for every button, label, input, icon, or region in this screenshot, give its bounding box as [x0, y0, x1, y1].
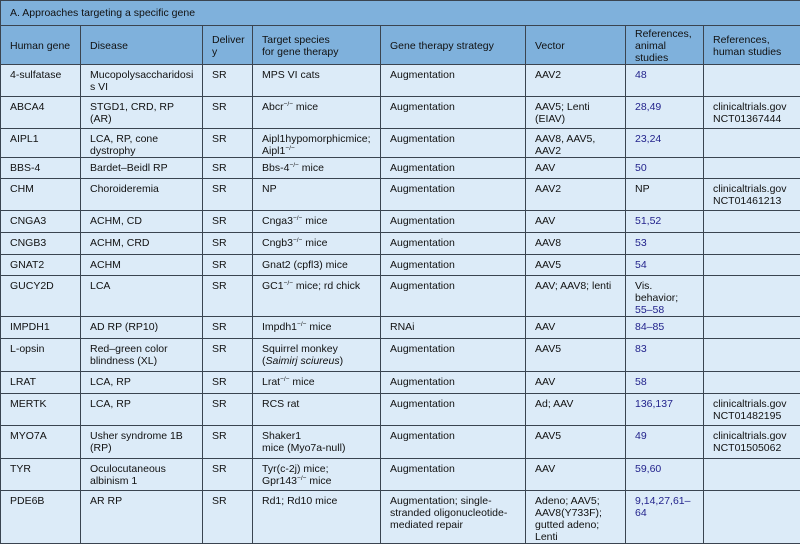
table-row — [1, 339, 800, 372]
gene-cell: L-opsin — [1, 339, 81, 372]
table-row — [1, 372, 800, 394]
strategy-cell: Augmentation — [381, 372, 526, 394]
species-text: Gnat2 (cpfl3) mice — [262, 259, 348, 271]
species-text: mice — [299, 162, 324, 174]
animal-references-cell — [626, 255, 704, 276]
genotype-superscript: −/− — [289, 162, 298, 169]
target-species-cell — [253, 233, 381, 255]
vector-cell: AAV5 — [526, 255, 626, 276]
human-references-cell — [704, 276, 800, 317]
table-row — [1, 233, 800, 255]
disease-cell: ACHM, CD — [81, 211, 203, 233]
vector-cell: AAV2 — [526, 65, 626, 97]
table-row — [1, 426, 800, 459]
target-species-cell — [253, 459, 381, 491]
header-row — [1, 26, 800, 65]
human-references-cell: clinicaltrials.gov NCT01461213 — [704, 179, 800, 211]
genotype-superscript: −/− — [284, 101, 293, 108]
gene-cell: CNGB3 — [1, 233, 81, 255]
delivery-cell: SR — [203, 372, 253, 394]
delivery-cell: SR — [203, 491, 253, 544]
target-species-cell — [253, 372, 381, 394]
vector-cell: AAV5; Lenti (EIAV) — [526, 97, 626, 129]
column-header: Vector — [526, 26, 626, 65]
species-text: Abcr — [262, 101, 284, 113]
disease-cell: AD RP (RP10) — [81, 317, 203, 339]
column-header: Gene therapy strategy — [381, 26, 526, 65]
disease-cell: ACHM — [81, 255, 203, 276]
human-references-cell — [704, 491, 800, 544]
gene-cell: GNAT2 — [1, 255, 81, 276]
strategy-cell: Augmentation — [381, 426, 526, 459]
strategy-cell: Augmentation — [381, 65, 526, 97]
species-text: ) — [340, 355, 344, 367]
strategy-cell: Augmentation — [381, 179, 526, 211]
gene-cell: LRAT — [1, 372, 81, 394]
genotype-superscript: −/− — [293, 237, 302, 244]
target-species-cell — [253, 339, 381, 372]
target-species-cell — [253, 276, 381, 317]
strategy-cell: Augmentation — [381, 255, 526, 276]
table-row — [1, 129, 800, 158]
delivery-cell: SR — [203, 317, 253, 339]
strategy-cell: Augmentation — [381, 97, 526, 129]
table-row — [1, 158, 800, 179]
vector-cell: AAV2 — [526, 179, 626, 211]
gene-cell: ABCA4 — [1, 97, 81, 129]
reference-link[interactable]: 53 — [635, 237, 647, 249]
species-text: Lrat — [262, 376, 280, 388]
target-species-cell — [253, 97, 381, 129]
disease-cell: LCA, RP — [81, 394, 203, 426]
reference-note: Vis. behavior; — [635, 280, 678, 304]
strategy-cell: Augmentation — [381, 211, 526, 233]
human-references-cell: clinicaltrials.gov NCT01367444 — [704, 97, 800, 129]
species-text: mice — [302, 237, 327, 249]
disease-cell: Bardet–Beidl RP — [81, 158, 203, 179]
target-species-cell — [253, 491, 381, 544]
gene-cell: TYR — [1, 459, 81, 491]
genotype-superscript: −/− — [280, 376, 289, 383]
vector-cell: AAV5 — [526, 426, 626, 459]
target-species-cell — [253, 129, 381, 158]
table-row — [1, 97, 800, 129]
disease-cell: ACHM, CRD — [81, 233, 203, 255]
table-title: A. Approaches targeting a specific gene — [1, 1, 800, 26]
column-header: Delivery — [203, 26, 253, 65]
delivery-cell: SR — [203, 394, 253, 426]
species-text: mice — [290, 376, 315, 388]
vector-cell: AAV — [526, 317, 626, 339]
species-text: mice — [293, 101, 318, 113]
reference-link[interactable]: 55–58 — [635, 304, 664, 316]
animal-references-cell — [626, 372, 704, 394]
animal-references-cell — [626, 426, 704, 459]
target-species-cell — [253, 211, 381, 233]
vector-cell: AAV — [526, 158, 626, 179]
target-species-cell — [253, 426, 381, 459]
species-text: NP — [262, 183, 277, 195]
species-text: mice; rd chick — [293, 280, 360, 292]
delivery-cell: SR — [203, 158, 253, 179]
human-references-cell — [704, 372, 800, 394]
disease-cell: LCA, RP — [81, 372, 203, 394]
animal-references-cell — [626, 129, 704, 158]
reference-link[interactable]: 136,137 — [635, 398, 673, 410]
column-header: Human gene — [1, 26, 81, 65]
strategy-cell: Augmentation; single-stranded oligonucleotide-mediated repair — [381, 491, 526, 544]
delivery-cell: SR — [203, 211, 253, 233]
vector-cell: AAV — [526, 372, 626, 394]
disease-cell: LCA — [81, 276, 203, 317]
species-text: Aipl1hypomorphicmice;Aipl1 — [262, 133, 371, 157]
vector-cell: AAV; AAV8; lenti — [526, 276, 626, 317]
human-references-cell — [704, 233, 800, 255]
table-row — [1, 394, 800, 426]
vector-cell: AAV8, AAV5, AAV2 — [526, 129, 626, 158]
species-text: Impdh1 — [262, 321, 297, 333]
table-row — [1, 211, 800, 233]
human-references-cell — [704, 158, 800, 179]
animal-references-cell — [626, 491, 704, 544]
reference-link[interactable]: 23,24 — [635, 133, 661, 145]
table-row — [1, 317, 800, 339]
disease-cell: LCA, RP, cone dystrophy — [81, 129, 203, 158]
disease-cell: Choroideremia — [81, 179, 203, 211]
table-row — [1, 65, 800, 97]
species-text: mice — [306, 475, 331, 487]
delivery-cell: SR — [203, 97, 253, 129]
vector-cell: AAV8 — [526, 233, 626, 255]
reference-link[interactable]: 54 — [635, 259, 647, 271]
target-species-cell — [253, 65, 381, 97]
animal-references-cell — [626, 459, 704, 491]
vector-cell: AAV — [526, 211, 626, 233]
genotype-superscript: −/− — [285, 145, 294, 152]
column-header: References, human studies — [704, 26, 800, 65]
delivery-cell: SR — [203, 339, 253, 372]
animal-references-cell — [626, 158, 704, 179]
animal-references-cell — [626, 233, 704, 255]
species-text: Cngb3 — [262, 237, 293, 249]
species-text: Squirrel monkey ( — [262, 343, 338, 367]
vector-cell: Adeno; AAV5; AAV8(Y733F); gutted adeno; Lenti — [526, 491, 626, 544]
gene-cell: AIPL1 — [1, 129, 81, 158]
reference-link[interactable]: 51,52 — [635, 215, 661, 227]
gene-cell: IMPDH1 — [1, 317, 81, 339]
target-species-cell — [253, 317, 381, 339]
vector-cell: AAV5 — [526, 339, 626, 372]
human-references-cell — [704, 129, 800, 158]
species-text: mice — [306, 321, 331, 333]
gene-cell: CHM — [1, 179, 81, 211]
species-text: Rd1; Rd10 mice — [262, 495, 337, 507]
target-species-cell — [253, 158, 381, 179]
species-text: Saimirj sciureus — [266, 355, 340, 367]
column-header: Target species for gene therapy — [253, 26, 381, 65]
human-references-cell — [704, 65, 800, 97]
human-references-cell — [704, 339, 800, 372]
genotype-superscript: −/− — [297, 475, 306, 482]
disease-cell: Mucopolysaccharidosis VI — [81, 65, 203, 97]
reference-link[interactable]: 59,60 — [635, 463, 661, 475]
target-species-cell — [253, 255, 381, 276]
genotype-superscript: −/− — [297, 321, 306, 328]
reference-link[interactable]: 28,49 — [635, 101, 661, 113]
species-text: RCS rat — [262, 398, 299, 410]
gene-cell: BBS-4 — [1, 158, 81, 179]
disease-cell: Red–green color blindness (XL) — [81, 339, 203, 372]
vector-cell: Ad; AAV — [526, 394, 626, 426]
column-header: Disease — [81, 26, 203, 65]
reference-link[interactable]: 48 — [635, 69, 647, 81]
human-references-cell — [704, 211, 800, 233]
species-text: Bbs-4 — [262, 162, 289, 174]
human-references-cell: clinicaltrials.gov NCT01482195 — [704, 394, 800, 426]
strategy-cell: Augmentation — [381, 276, 526, 317]
delivery-cell: SR — [203, 65, 253, 97]
animal-references-cell — [626, 179, 704, 211]
species-text: mice — [302, 215, 327, 227]
gene-cell: GUCY2D — [1, 276, 81, 317]
strategy-cell: Augmentation — [381, 339, 526, 372]
strategy-cell: Augmentation — [381, 394, 526, 426]
strategy-cell: RNAi — [381, 317, 526, 339]
human-references-cell — [704, 317, 800, 339]
strategy-cell: Augmentation — [381, 233, 526, 255]
species-text: Tyr(c-2j) mice; Gpr143 — [262, 463, 329, 487]
species-text: GC1 — [262, 280, 284, 292]
gene-cell: CNGA3 — [1, 211, 81, 233]
reference-note: NP — [635, 183, 650, 195]
animal-references-cell — [626, 65, 704, 97]
table-row — [1, 276, 800, 317]
table-title-row — [1, 1, 800, 26]
animal-references-cell — [626, 97, 704, 129]
delivery-cell: SR — [203, 426, 253, 459]
genotype-superscript: −/− — [293, 215, 302, 222]
strategy-cell: Augmentation — [381, 459, 526, 491]
reference-link[interactable]: 83 — [635, 343, 647, 355]
table-row — [1, 179, 800, 211]
vector-cell: AAV — [526, 459, 626, 491]
disease-cell: AR RP — [81, 491, 203, 544]
delivery-cell: SR — [203, 276, 253, 317]
animal-references-cell — [626, 211, 704, 233]
target-species-cell — [253, 394, 381, 426]
gene-cell: PDE6B — [1, 491, 81, 544]
gene-cell: MYO7A — [1, 426, 81, 459]
delivery-cell: SR — [203, 129, 253, 158]
animal-references-cell — [626, 317, 704, 339]
genotype-superscript: −/− — [284, 280, 293, 287]
gene-cell: MERTK — [1, 394, 81, 426]
strategy-cell: Augmentation — [381, 129, 526, 158]
delivery-cell: SR — [203, 255, 253, 276]
reference-link[interactable]: 84–85 — [635, 321, 664, 333]
disease-cell: Oculocutaneous albinism 1 — [81, 459, 203, 491]
strategy-cell: Augmentation — [381, 158, 526, 179]
table-row — [1, 459, 800, 491]
target-species-cell — [253, 179, 381, 211]
reference-link[interactable]: 50 — [635, 162, 647, 174]
species-text: MPS VI cats — [262, 69, 320, 81]
disease-cell: Usher syndrome 1B (RP) — [81, 426, 203, 459]
species-text: Shaker1 mice (Myo7a-null) — [262, 430, 345, 454]
gene-cell: 4-sulfatase — [1, 65, 81, 97]
delivery-cell: SR — [203, 179, 253, 211]
human-references-cell — [704, 459, 800, 491]
human-references-cell: clinicaltrials.gov NCT01505062 — [704, 426, 800, 459]
disease-cell: STGD1, CRD, RP (AR) — [81, 97, 203, 129]
table-row — [1, 491, 800, 544]
reference-link[interactable]: 49 — [635, 430, 647, 442]
table-row — [1, 255, 800, 276]
column-header: References, animal studies — [626, 26, 704, 65]
delivery-cell: SR — [203, 233, 253, 255]
animal-references-cell — [626, 276, 704, 317]
reference-link[interactable]: 58 — [635, 376, 647, 388]
reference-link[interactable]: 9,14,27,61–64 — [635, 495, 690, 519]
species-text: Cnga3 — [262, 215, 293, 227]
human-references-cell — [704, 255, 800, 276]
animal-references-cell — [626, 339, 704, 372]
animal-references-cell — [626, 394, 704, 426]
delivery-cell: SR — [203, 459, 253, 491]
